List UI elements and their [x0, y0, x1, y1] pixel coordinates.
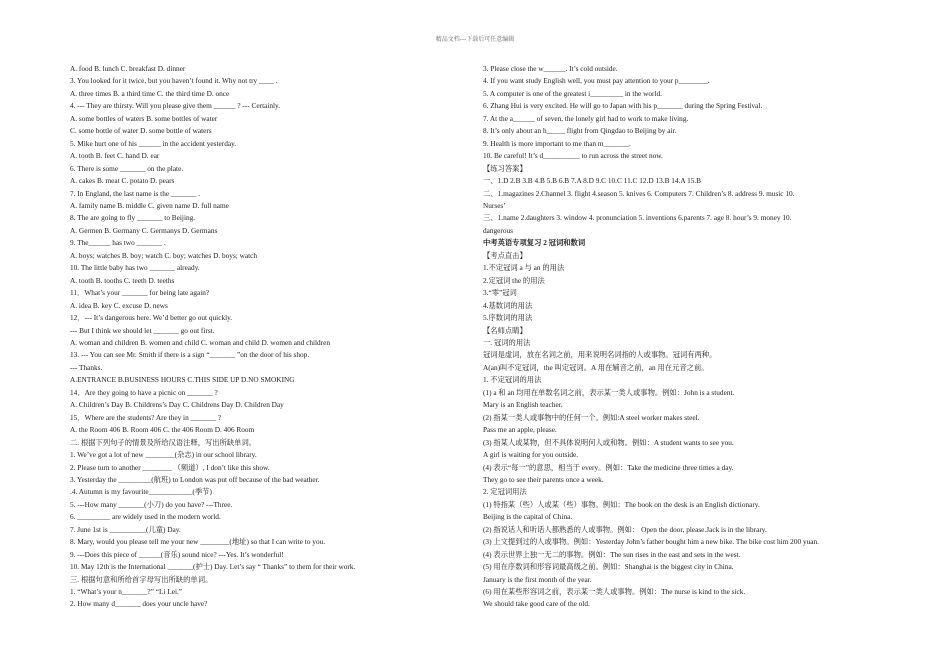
- right-text-line: 3.“零”冠词: [483, 288, 517, 298]
- left-text-line: 11．What’s your _______ for being late again?: [70, 288, 210, 298]
- right-text-line: 【名师点睛】: [483, 325, 527, 335]
- right-text-line: A girl is waiting for you outside.: [483, 450, 579, 460]
- left-text-line: C. some bottle of water D. some bottle of waters: [70, 126, 212, 136]
- right-text-line: (3) 指某人或某物，但不具体说明何人或和物。例如：A student wants to see you.: [483, 437, 734, 447]
- left-text-line: 15．Where are the students? Are they in _______ ?: [70, 412, 222, 422]
- right-text-line: 3. Please close the w______. It’s cold outside.: [483, 64, 618, 73]
- left-text-line: 12．--- It’s dangerous here. We’d better go out quickly.: [70, 313, 233, 323]
- left-text-line: A. Children’s Day B. Childrens’s Day C. Childrens Day D. Children Day: [70, 400, 284, 410]
- left-text-line: 8. Mary, would you please tell me your new ________(地址) so that I can write to you.: [70, 537, 326, 547]
- right-text-line: dangerous: [483, 225, 513, 235]
- left-text-line: 1. We’ve got a lot of new ________(杂志) in our school library.: [70, 450, 257, 460]
- left-text-line: 8. The are going to fly _______ to Beijing.: [70, 213, 196, 223]
- right-text-line: They go to see their parents once a week.: [483, 474, 604, 484]
- right-text-line: 4. If you want study English well, you must pay attention to your p________.: [483, 76, 710, 86]
- left-text-line: 3. Yesterday the _________(航班) to London was put off because of the bad weather.: [70, 474, 320, 484]
- right-text-line: 冠词是虚词，放在名词之前，用来说明名词指的人或事物。冠词有两种。: [483, 350, 717, 360]
- left-text-line: A. Germen B. Germany C. Germanys D. Germans: [70, 225, 218, 235]
- left-text-line: 10. The little baby has two _______ already.: [70, 263, 200, 273]
- left-text-line: A.ENTRANCE B.BUSINESS HOURS C.THIS SIDE UP D.NO SMOKING: [70, 375, 295, 385]
- left-text-line: A. cakes B. meat C. potato D. pears: [70, 176, 175, 186]
- left-text-line: 10. May 12th is the International _______(护士) Day. Let’s say “ Thanks” to them for their work.: [70, 562, 356, 572]
- left-text-line: 7. June 1st is __________(儿童) Day.: [70, 524, 181, 534]
- right-text-line: (2) 指说话人和听话人都熟悉的人或事物。例如： Open the door, please.Jack is in the library.: [483, 524, 767, 534]
- left-text-line: A. food B. lunch C. breakfast D. dinner: [70, 64, 186, 73]
- left-text-line: 2. Please turn to another ________ （频道）, I don’t like this show.: [70, 462, 270, 472]
- right-column: [483, 63, 893, 611]
- right-text-line: 5. A computer is one of the greatest i_________ in the world.: [483, 88, 662, 98]
- right-text-line: Nurses’: [483, 200, 506, 210]
- right-text-line: 5.序数词的用法: [483, 313, 533, 323]
- right-text-line: Beijing is the capital of China.: [483, 512, 573, 522]
- left-text-line: 7. In England, the last name is the _______ .: [70, 188, 201, 198]
- left-text-line: 3. You looked for it twice, but you haven’t found it. Why not try ____ .: [70, 76, 278, 86]
- left-text-line: A. three times B. a third time C. the third time D. once: [70, 88, 230, 98]
- left-text-line: A. tooth B. feet C. hand D. ear: [70, 151, 160, 161]
- right-text-line: 9. Health is more important to me than m_______.: [483, 138, 631, 148]
- right-text-line: (3) 上文提到过的人或事物。例如：Yesterday John’s father bought him a new bike. The bike cost him 200 yuan.: [483, 537, 819, 547]
- section-title: 中考英语专项复习 2 冠词和数词: [483, 238, 586, 248]
- left-text-line: 6. There is some _______ on the plate.: [70, 163, 184, 173]
- left-text-line: .4. Autumn is my favourite____________(季节): [70, 487, 212, 497]
- left-text-line: 9. ---Does this piece of ______(音乐) sound nice? ---Yes. It’s wonderful!: [70, 549, 284, 559]
- left-text-line: 13. --- You can see Mr. Smith if there is a sign “_______ ”on the door of his shop.: [70, 350, 310, 360]
- right-text-line: 【练习答案】: [483, 163, 527, 173]
- left-text-line: A. idea B. key C. excuse D. news: [70, 300, 168, 310]
- left-text-line: A. woman and children B. women and child C. woman and child D. women and children: [70, 337, 330, 347]
- right-text-line: 7. At the a______ of seven, the lonely girl had to work to make living.: [483, 113, 689, 123]
- left-text-line: 5. Mike hurt one of his ______ in the accident yesterday.: [70, 138, 237, 148]
- left-text-line: 14．Are they going to have a picnic on _______ ?: [70, 387, 218, 397]
- left-text-line: 4. --- They are thirsty. Will you please give them ______ ? --- Certainly.: [70, 101, 281, 111]
- left-text-line: A. some bottles of waters B. some bottles of water: [70, 113, 218, 123]
- left-text-line: 5. ---How many _______(小刀) do you have? ---Three.: [70, 499, 233, 509]
- left-text-line: A. boys; watches B. boy; watch C. boy; watches D. boys; watch: [70, 250, 258, 260]
- left-text-line: --- But I think we should let _______ go out first.: [70, 325, 215, 335]
- right-text-line: 2.定冠词 the 的用法: [483, 275, 545, 285]
- right-text-line: 【考点直击】: [483, 250, 527, 260]
- right-text-line: 2. 定冠词用法: [483, 487, 527, 497]
- right-text-line: (5) 用在序数词和形容词最高级之前。例如：Shanghai is the biggest city in China.: [483, 562, 734, 572]
- right-text-line: 4.基数词的用法: [483, 300, 533, 310]
- left-text-line: 1. “What’s your n_______?” “Li Lei.”: [70, 587, 183, 597]
- right-text-line: 6. Zhang Hui is very excited. He will go to Japan with his p_______ during the Spring Festival.: [483, 101, 763, 111]
- left-text-line: 二. 根据下列句子的情景及所给汉语注释，写出所缺单词。: [70, 437, 257, 447]
- left-text-line: A. the Room 406 B. Room 406 C. the 406 Room D. 406 Room: [70, 425, 255, 435]
- left-text-line: A. tooth B. tooths C. teeth D. teeths: [70, 275, 175, 285]
- right-text-line: January is the first month of the year.: [483, 574, 592, 584]
- right-text-line: (4) 表示世界上独一无二的事物。例如：The sun rises in the east and sets in the west.: [483, 549, 741, 559]
- right-text-line: (6) 用在某些形容词之前，表示某一类人或事物。例如：The nurse is kind to the sick.: [483, 587, 746, 597]
- right-text-line: 三、1.name 2.daughters 3. window 4. pronunciation 5. inventions 6.parents 7. age 8. hour’s 9. money 10.: [483, 213, 792, 223]
- right-text-line: 一. 冠词的用法: [483, 337, 531, 347]
- left-text-line: 2. How many d_______ does your uncle have?: [70, 599, 208, 609]
- right-text-line: A(an)叫不定冠词，the 叫定冠词。A 用在辅音之前，an 用在元音之前。: [483, 362, 709, 372]
- left-text-line: 三. 根据句意和所给首字母写出所缺的单词。: [70, 574, 213, 584]
- right-text-line: 一、1.D 2.B 3.B 4.B 5.B 6.B 7.A 8.D 9.C 10.C 11.C 12.D 13.B 14.A 15.B: [483, 176, 702, 186]
- left-text-line: A. family name B. middle C. given name D. full name: [70, 200, 229, 210]
- right-text-line: 二、1.magazines 2.Channel 3. flight 4.season 5. knives 6. Computers 7. Children’s 8. address 9. music 10.: [483, 188, 795, 198]
- page-header: 精品文档---下载后可任意编辑: [435, 36, 515, 43]
- right-text-line: Pass me an apple, please.: [483, 425, 557, 435]
- right-text-line: 1. 不定冠词的用法: [483, 375, 542, 385]
- right-text-line: We should take good care of the old.: [483, 599, 590, 609]
- right-text-line: (1) 特指某（些）人或某（些）事物。例如：The book on the desk is an English dictionary.: [483, 499, 760, 509]
- right-text-line: 10. Be careful! It’s d__________ to run across the street now.: [483, 151, 663, 161]
- right-text-line: 8. It’s only about an h_____ flight from Qingdao to Beijing by air.: [483, 126, 677, 136]
- right-text-line: Mary is an English teacher.: [483, 400, 563, 410]
- left-text-line: 6. _________ are widely used in the modern world.: [70, 512, 221, 522]
- right-text-line: (2) 指某一类人或事物中的任何一个。例如:A steel worker makes steel.: [483, 412, 700, 422]
- right-text-line: 1.不定冠词 a 与 an 的用法: [483, 263, 565, 273]
- left-text-line: 9. The______ has two _______ .: [70, 238, 166, 248]
- right-text-line: (4) 表示“每一”的意思，相当于 every。例如：Take the medicine three times a day.: [483, 462, 734, 472]
- left-column: [70, 63, 470, 611]
- right-text-line: (1) a 和 an 均用在单数名词之前，表示某一类人或事物。例如：John is a student.: [483, 387, 735, 397]
- left-text-line: --- Thanks.: [70, 362, 103, 372]
